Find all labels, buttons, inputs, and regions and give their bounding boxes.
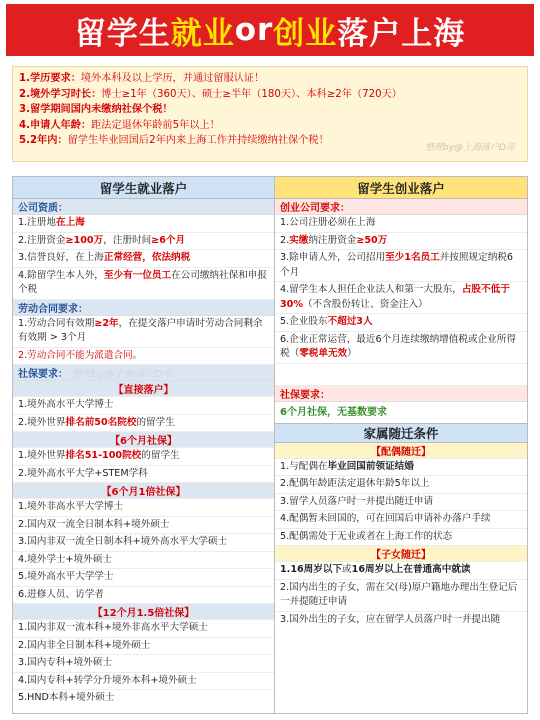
social-section-title: 社保要求： 整理by@上海落户D帝	[13, 365, 274, 381]
list-item: 1.16周岁以下或16周岁以上在普通高中就读	[275, 562, 527, 580]
list-item: 5.境外高水平大学学士	[13, 569, 274, 587]
list-item: 5.配偶需处于无业或者在上海工作的状态	[275, 529, 527, 547]
contract-section-title: 劳动合同要求：	[13, 300, 274, 316]
startup-header: 留学生创业落户	[275, 177, 527, 199]
requirement-key: 4.申请人年龄：	[19, 119, 92, 131]
family-header: 家属随迁条件	[275, 423, 527, 443]
list-item: 5.HND本科+境外硕士	[18, 692, 115, 703]
list-item: 2.国内出生的子女，需在父(母)原户籍地办理出生登记后一并提随迁申请	[275, 580, 527, 612]
child-title: 【子女随迁】	[275, 546, 527, 562]
requirement-value: 博士≥1年（360天）、硕士≥半年（180天）、本科≥2年（720天）	[101, 88, 402, 100]
six-month-double-title: 【6个月1倍社保】	[13, 483, 274, 499]
list-item: 3.国内非双一流全日制本科+境外高水平大学硕士	[13, 534, 274, 552]
requirement-row	[19, 118, 521, 134]
list-item: 2.国内双一流全日制本科+境外硕士	[13, 517, 274, 535]
list-item: 1.劳动合同有效期≥2年，在提交落户申请时劳动合同剩余有效期 > 3个月	[13, 316, 274, 348]
requirement-key: 3.留学期间国内未缴纳社保个税！	[19, 104, 173, 116]
requirement-value: 境外本科及以上学历，并通过留服认证！	[80, 73, 265, 84]
list-item: 4.除留学生本人外，至少有一位员工在公司缴纳社保和申报个税	[13, 268, 274, 300]
startup-social-text: 6个月社保，无基数要求	[280, 406, 387, 418]
requirement-key: 5.2年内：	[19, 135, 68, 147]
list-item: 3.国外出生的子女，应在留学人员落户时一并提出随	[280, 613, 501, 625]
list-item: 2.注册资金≥100万，注册时间≥6个月	[13, 233, 274, 251]
direct-settle-title: 【直接落户】	[13, 381, 274, 397]
list-item: 3.信誉良好，在上海正常经营，依法纳税	[13, 250, 274, 268]
list-item: 1.公司注册必须在上海	[275, 215, 527, 233]
requirement-row	[19, 102, 521, 118]
title-banner	[6, 4, 534, 56]
requirement-key: 2.境外学习时长：	[19, 88, 102, 100]
requirement-value: 留学生毕业回国后2年内来上海工作并持续缴纳社保个税！	[67, 135, 329, 147]
spacer	[275, 364, 527, 386]
list-item: 2.国内非全日制本科+境外硕士	[13, 638, 274, 656]
employment-header: 留学生就业落户	[13, 177, 274, 199]
title-part-5: 落户上海	[337, 15, 466, 52]
list-item: 2.实缴纳注册资金≥50万	[275, 233, 527, 251]
startup-company-title: 创业公司要求：	[275, 199, 527, 215]
twelve-month-title: 【12个月1.5倍社保】	[13, 604, 274, 620]
requirement-row	[19, 87, 521, 103]
title-part-4: 创业	[273, 15, 338, 52]
list-item: 2.劳动合同不能为派遣合同。	[13, 348, 274, 366]
list-item: 2.配偶年龄距法定退休年龄5年以上	[275, 476, 527, 494]
startup-column	[275, 177, 527, 713]
requirements-box	[12, 66, 528, 162]
watermark: 整理by@上海落户D帝	[425, 143, 515, 154]
list-item: 3.除申请人外，公司招用至少1名员工并按照规定纳税6个月	[275, 250, 527, 282]
list-item: 4.国内专科+转学分升境外本科+境外硕士	[13, 673, 274, 691]
list-item: 3.留学人员落户时一并提出随迁申请	[275, 494, 527, 512]
title-part-3: or	[234, 12, 274, 48]
list-item: 1.注册地在上海	[13, 215, 274, 233]
list-item: 1.国内非双一流本科+境外非高水平大学硕士	[13, 620, 274, 638]
list-item: 1.境外高水平大学博士	[13, 397, 274, 415]
employment-column	[13, 177, 275, 713]
list-item: 1.境外非高水平大学博士	[13, 499, 274, 517]
list-item: 6.企业正常运营，最近6个月连续缴纳增值税或企业所得税（零税单无效）	[275, 332, 527, 364]
requirement-row	[19, 71, 521, 87]
list-item: 6.进修人员、访学者	[13, 587, 274, 605]
requirement-value: 距法定退休年龄前5年以上！	[91, 119, 220, 131]
title-part-1: 留学生	[74, 15, 171, 52]
title-part-2: 就业	[170, 15, 235, 52]
comparison-table	[12, 176, 528, 714]
list-item: 4.配偶暂未回国的，可在回国后申请补办落户手续	[275, 511, 527, 529]
list-item: 1.与配偶在毕业回国前领证结婚	[275, 459, 527, 477]
list-item: 4.留学生本人担任企业法人和第一大股东，占股不低于30%（不含股份转让、资金注入）	[275, 282, 527, 314]
list-item: 3.国内专科+境外硕士	[13, 655, 274, 673]
list-item: 5.企业股东不超过3人	[275, 314, 527, 332]
company-section-title: 公司资质：	[13, 199, 274, 215]
list-item: 2.境外高水平大学+STEM学科	[13, 466, 274, 484]
six-month-title: 【6个月社保】	[13, 432, 274, 448]
list-item: 2.境外世界排名前50名院校的留学生	[13, 415, 274, 433]
spouse-title: 【配偶随迁】	[275, 443, 527, 459]
requirement-key: 1.学历要求：	[19, 73, 81, 84]
list-item: 1.境外世界排名51-100院校的留学生	[13, 448, 274, 466]
startup-social-title: 社保要求：	[275, 386, 527, 402]
list-item: 4.境外学士+境外硕士	[13, 552, 274, 570]
